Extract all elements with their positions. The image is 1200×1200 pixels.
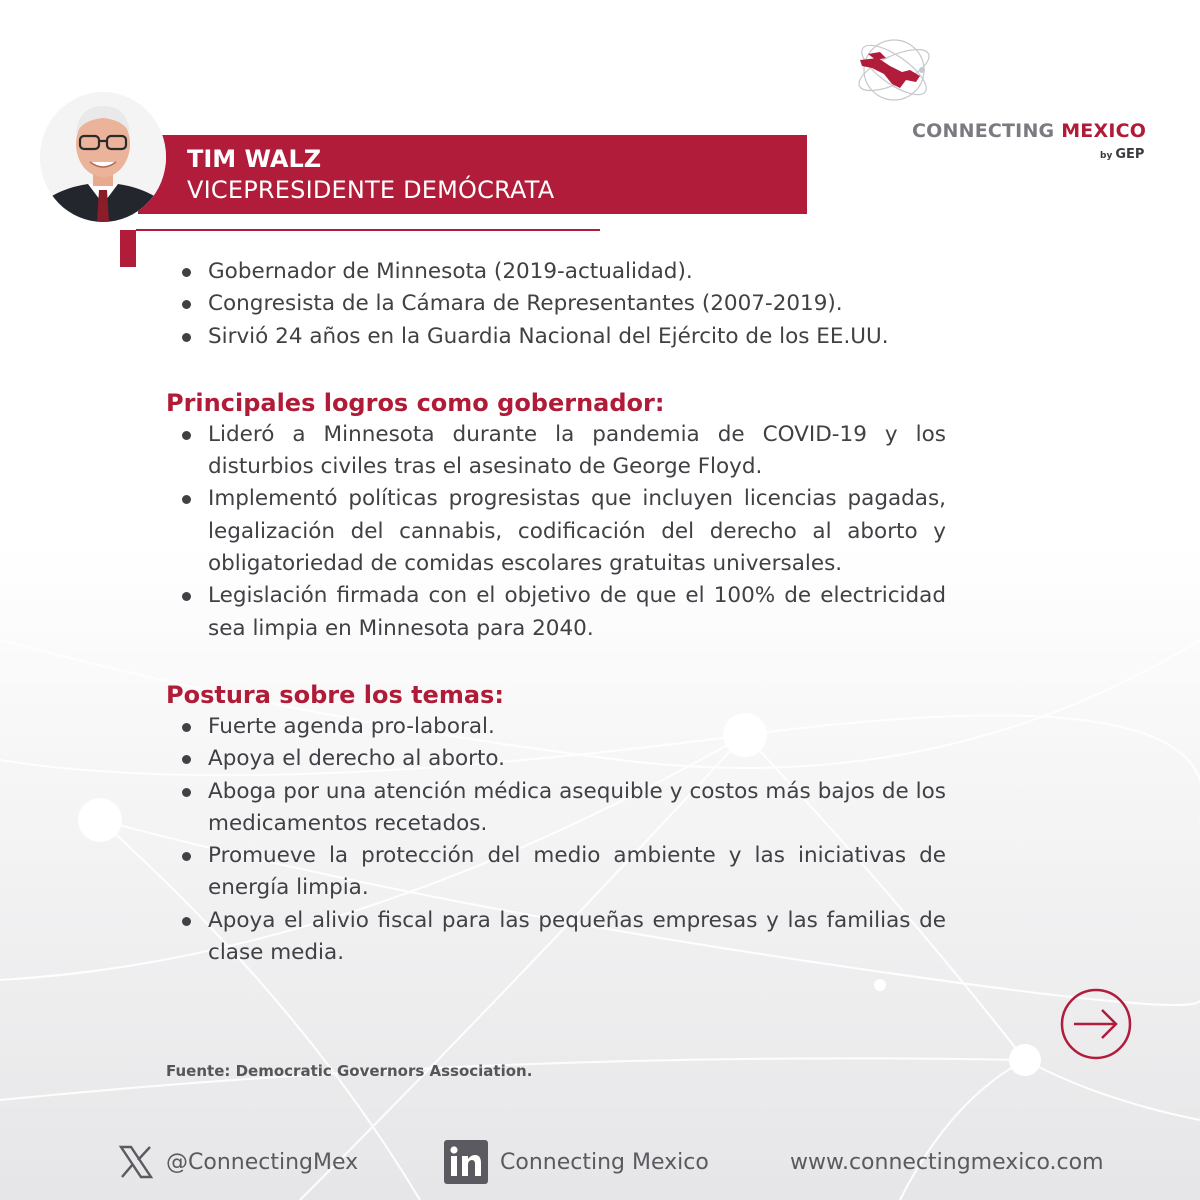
profile-content <box>166 256 946 969</box>
list-item: Congresista de la Cámara de Representantes (2007-2019). <box>166 288 946 320</box>
achievements-title: Principales logros como gobernador: <box>166 388 665 417</box>
logo-wordmark <box>912 120 1146 142</box>
footer-x-link[interactable] <box>118 1140 358 1184</box>
header-accent-block <box>120 230 136 267</box>
list-item: Aboga por una atención médica asequible y costos más bajos de los medicamentos recetados. <box>166 776 946 841</box>
footer-x-handle: @ConnectingMex <box>166 1149 359 1175</box>
list-item: Implementó políticas progresistas que incluyen licencias pagadas, legalización del cannabis, codificación del derecho al aborto y obligatoriedad de comidas escolares gratuitas universales. <box>166 483 946 580</box>
name-banner <box>138 135 807 214</box>
footer-website-link[interactable] <box>790 1140 1104 1184</box>
list-item: Gobernador de Minnesota (2019-actualidad). <box>166 256 946 288</box>
footer-linkedin-link[interactable] <box>444 1140 709 1184</box>
achievements-list <box>166 419 946 645</box>
header-accent-line <box>136 229 600 231</box>
x-logo-icon <box>118 1144 154 1180</box>
list-item: Fuerte agenda pro-laboral. <box>166 711 946 743</box>
footer-website: www.connectingmexico.com <box>790 1149 1104 1175</box>
list-item: Apoya el alivio fiscal para las pequeñas empresas y las familias de clase media. <box>166 905 946 970</box>
list-item: Promueve la protección del medio ambiente y las iniciativas de energía limpia. <box>166 840 946 905</box>
person-name: TIM WALZ <box>187 145 322 173</box>
positions-title: Postura sobre los temas: <box>166 680 504 709</box>
source-note: Fuente: Democratic Governors Association. <box>166 1062 533 1080</box>
bio-list <box>166 256 946 353</box>
connecting-mexico-logo <box>850 30 1160 162</box>
logo-by: by <box>1100 151 1113 161</box>
positions-list <box>166 711 946 969</box>
list-item: Lideró a Minnesota durante la pandemia de COVID-19 y los disturbios civiles tras el asesinato de George Floyd. <box>166 419 946 484</box>
list-item: Apoya el derecho al aborto. <box>166 743 946 775</box>
logo-word-connecting: CONNECTING <box>912 120 1055 142</box>
linkedin-icon <box>444 1140 488 1184</box>
footer-linkedin-name: Connecting Mexico <box>500 1149 709 1175</box>
logo-word-mexico: MEXICO <box>1061 120 1147 142</box>
logo-gep: GEP <box>1115 147 1145 162</box>
list-item: Legislación firmada con el objetivo de que el 100% de electricidad sea limpia en Minnesota para 2040. <box>166 580 946 645</box>
portrait-photo <box>40 92 166 222</box>
list-item: Sirvió 24 años en la Guardia Nacional del Ejército de los EE.UU. <box>166 321 946 353</box>
connecting-mexico-logo-icon <box>850 30 935 110</box>
person-role: VICEPRESIDENTE DEMÓCRATA <box>187 176 555 204</box>
logo-by-gep <box>1100 147 1144 162</box>
arrow-right-icon[interactable] <box>1060 988 1132 1060</box>
